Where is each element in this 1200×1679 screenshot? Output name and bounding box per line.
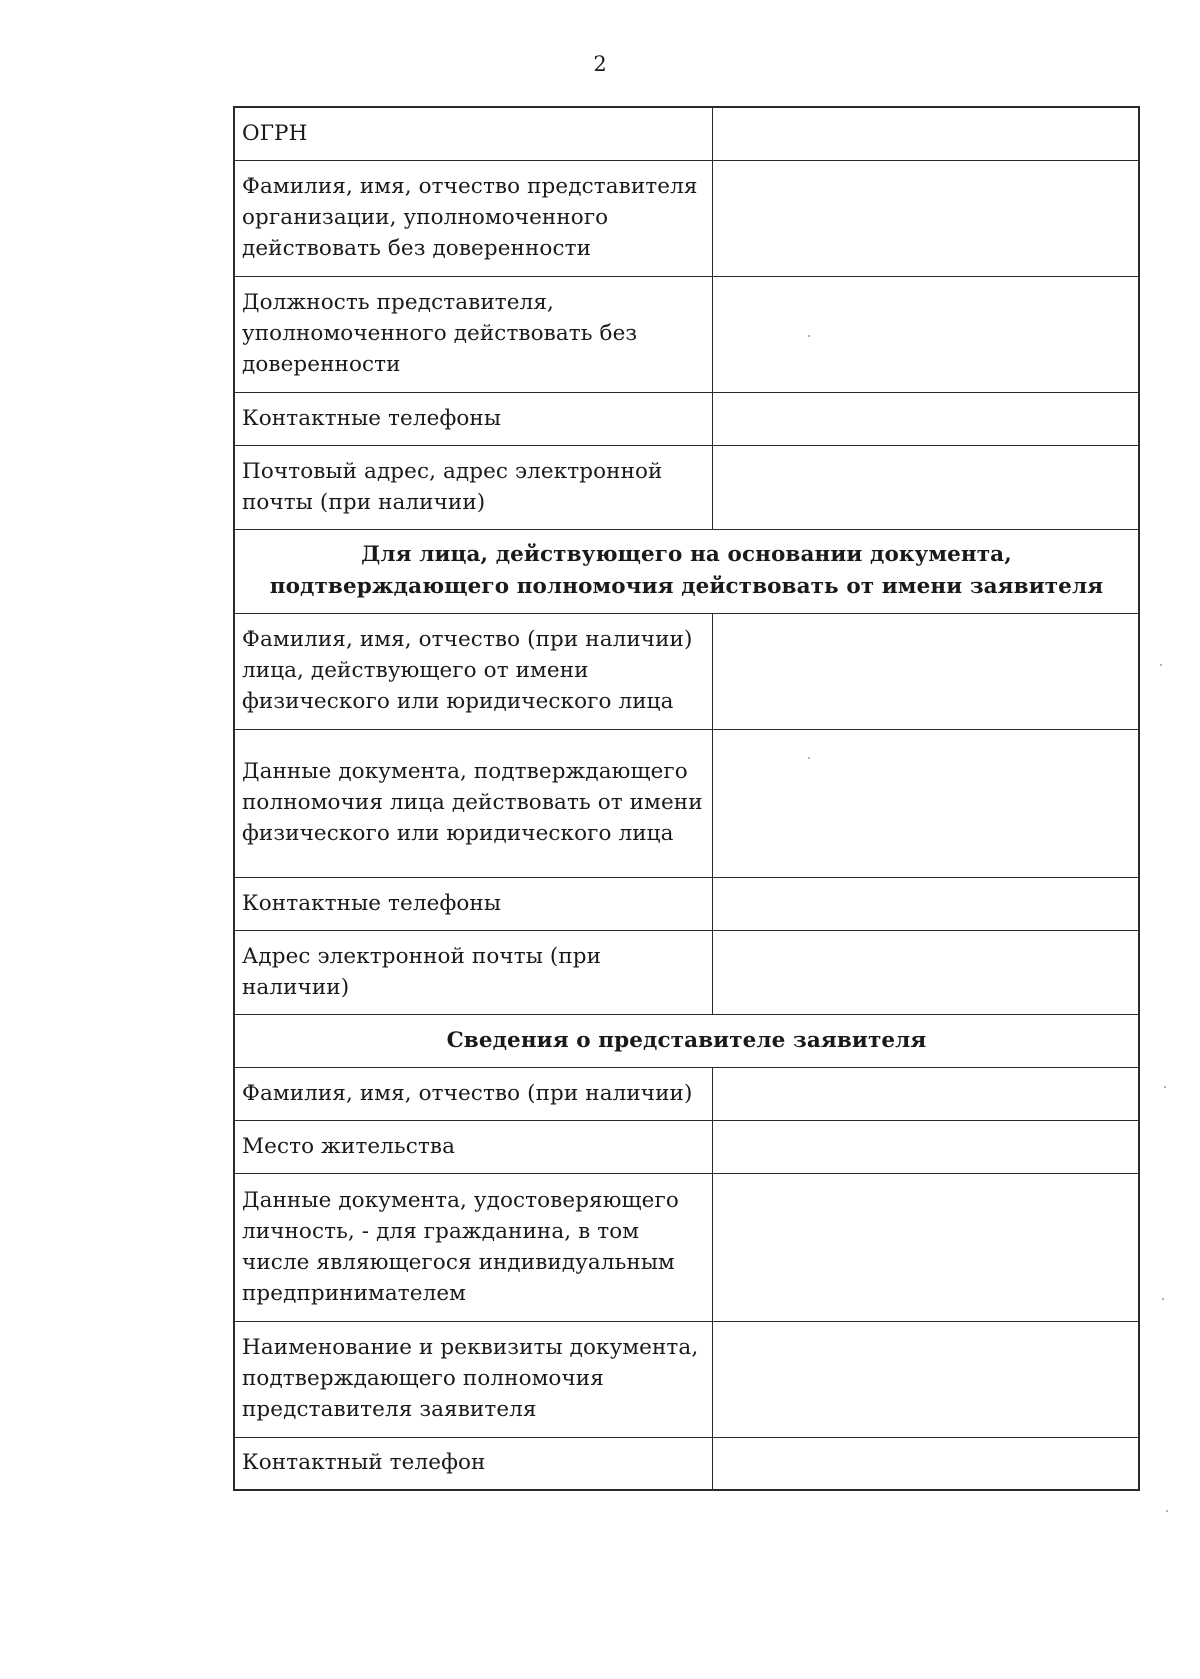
field-label: Место жительства bbox=[234, 1120, 713, 1173]
field-label: Фамилия, имя, отчество (при наличии) bbox=[234, 1067, 713, 1120]
field-label: Почтовый адрес, адрес электронной почты (при наличии) bbox=[234, 445, 713, 529]
field-value-cell[interactable] bbox=[713, 1067, 1140, 1120]
field-label: Контактные телефоны bbox=[234, 877, 713, 930]
form-row bbox=[234, 1437, 1139, 1490]
field-value-cell[interactable] bbox=[713, 445, 1140, 529]
form-row bbox=[234, 930, 1139, 1014]
form-row bbox=[234, 1067, 1139, 1120]
field-label: Фамилия, имя, отчество представителя организации, уполномоченного действовать без доверенности bbox=[234, 160, 713, 276]
form-row bbox=[234, 160, 1139, 276]
form-row bbox=[234, 1120, 1139, 1173]
scan-speck bbox=[1162, 1298, 1164, 1300]
scan-speck bbox=[1166, 1510, 1168, 1512]
section-header-row bbox=[234, 529, 1139, 613]
section-header-row bbox=[234, 1014, 1139, 1067]
form-row bbox=[234, 107, 1139, 160]
scan-speck bbox=[1160, 664, 1162, 666]
field-label: Данные документа, подтверждающего полномочия лица действовать от имени физического или юридического лица bbox=[234, 729, 713, 877]
page-number: 2 bbox=[593, 52, 607, 76]
field-value-cell[interactable] bbox=[713, 276, 1140, 392]
form-row bbox=[234, 613, 1139, 729]
application-form-table bbox=[233, 106, 1140, 1491]
scan-speck bbox=[808, 335, 810, 337]
form-row bbox=[234, 729, 1139, 877]
form-row bbox=[234, 1173, 1139, 1321]
field-label: ОГРН bbox=[234, 107, 713, 160]
form-row bbox=[234, 1321, 1139, 1437]
field-value-cell[interactable] bbox=[713, 930, 1140, 1014]
form-row bbox=[234, 445, 1139, 529]
field-label: Наименование и реквизиты документа, подтверждающего полномочия представителя заявителя bbox=[234, 1321, 713, 1437]
form-table-body bbox=[234, 107, 1139, 1490]
field-label: Адрес электронной почты (при наличии) bbox=[234, 930, 713, 1014]
form-row bbox=[234, 877, 1139, 930]
field-label: Контактные телефоны bbox=[234, 392, 713, 445]
field-value-cell[interactable] bbox=[713, 877, 1140, 930]
field-value-cell[interactable] bbox=[713, 1120, 1140, 1173]
field-label: Должность представителя, уполномоченного действовать без доверенности bbox=[234, 276, 713, 392]
section-header: Для лица, действующего на основании документа, подтверждающего полномочия действовать от имени заявителя bbox=[234, 529, 1139, 613]
field-label: Данные документа, удостоверяющего личность, - для гражданина, в том числе являющегося индивидуальным предпринимателем bbox=[234, 1173, 713, 1321]
field-value-cell[interactable] bbox=[713, 1321, 1140, 1437]
field-value-cell[interactable] bbox=[713, 729, 1140, 877]
field-value-cell[interactable] bbox=[713, 392, 1140, 445]
field-label: Фамилия, имя, отчество (при наличии) лица, действующего от имени физического или юридического лица bbox=[234, 613, 713, 729]
scan-speck bbox=[808, 757, 810, 759]
field-label: Контактный телефон bbox=[234, 1437, 713, 1490]
form-row bbox=[234, 392, 1139, 445]
form-row bbox=[234, 276, 1139, 392]
section-header: Сведения о представителе заявителя bbox=[234, 1014, 1139, 1067]
field-value-cell[interactable] bbox=[713, 613, 1140, 729]
field-value-cell[interactable] bbox=[713, 1437, 1140, 1490]
field-value-cell[interactable] bbox=[713, 107, 1140, 160]
field-value-cell[interactable] bbox=[713, 1173, 1140, 1321]
field-value-cell[interactable] bbox=[713, 160, 1140, 276]
scan-speck bbox=[1164, 1086, 1166, 1088]
